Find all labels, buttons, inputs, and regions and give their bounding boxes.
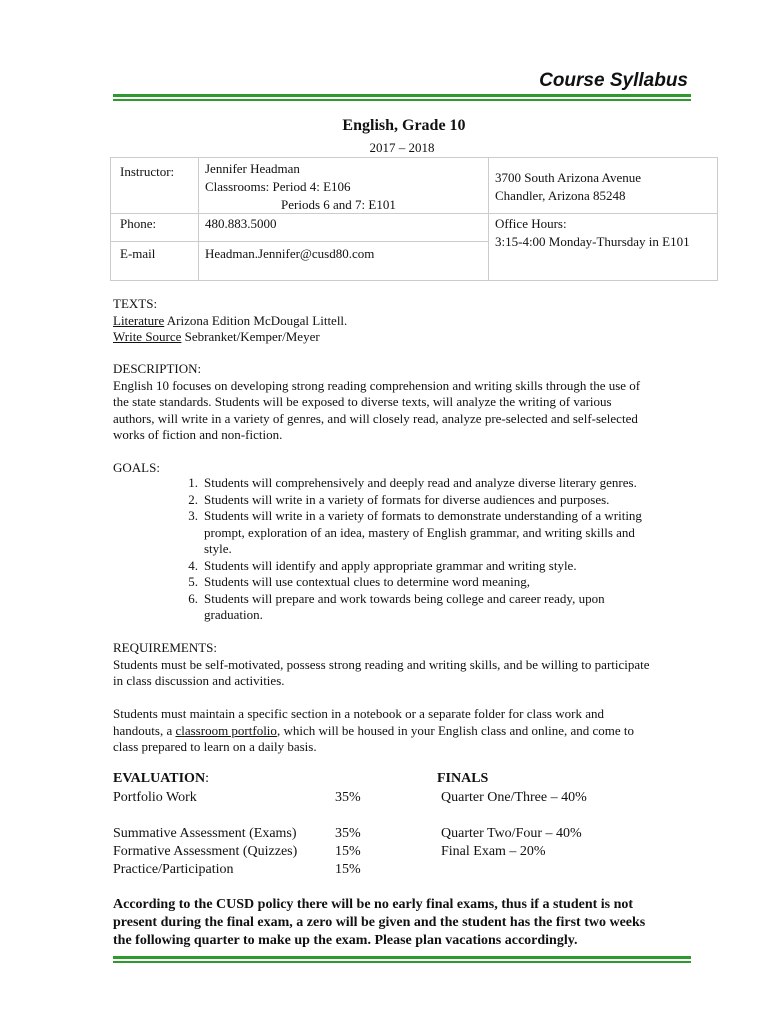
- goal-item: [180, 492, 680, 509]
- goal-text-line: Students will write in a variety of formats to demonstrate understanding of a writing: [204, 508, 642, 523]
- book2-details: Sebranket/Kemper/Meyer: [181, 329, 320, 344]
- requirements-line: class prepared to learn on a daily basis.: [113, 739, 317, 754]
- texts-heading: TEXTS:: [113, 296, 158, 311]
- policy-line: According to the CUSD policy there will be no early final exams, thus if a student is not: [113, 897, 634, 912]
- email-value: Headman.Jennifer@cusd80.com: [205, 246, 375, 261]
- classroom-portfolio-link: classroom portfolio: [175, 722, 277, 738]
- policy-line: the following quarter to make up the exam. Please plan vacations accordingly.: [113, 933, 578, 948]
- requirements-line: Students must maintain a specific section in a notebook or a separate folder for class work and: [113, 706, 604, 721]
- policy-line: present during the final exam, a zero will be given and the student has the first two weeks: [113, 915, 646, 930]
- eval-label-formative: Formative Assessment (Quizzes): [113, 844, 298, 859]
- phone-label: Phone:: [120, 216, 157, 231]
- description-heading: DESCRIPTION:: [113, 361, 202, 376]
- goal-number: 2.: [188, 491, 198, 507]
- eval-pct-practice: 15%: [335, 862, 361, 877]
- goal-item: [180, 508, 680, 558]
- eval-label-summative: Summative Assessment (Exams): [113, 826, 297, 841]
- finals-heading: FINALS: [437, 771, 489, 786]
- goal-text-line: graduation.: [204, 607, 263, 622]
- document-header-title: Course Syllabus: [539, 70, 688, 91]
- eval-label-portfolio: Portfolio Work: [113, 790, 197, 805]
- eval-pct-portfolio: 35%: [335, 790, 361, 805]
- final-exam-policy: [113, 896, 703, 950]
- goal-text-line: prompt, exploration of an idea, mastery of English grammar, and writing skills and: [204, 524, 635, 540]
- instructor-name: Jennifer Headman: [205, 161, 300, 176]
- eval-label-practice: Practice/Participation: [113, 862, 234, 877]
- texts-section: [113, 296, 693, 346]
- footer-rule: [113, 956, 691, 963]
- contact-info-table: [110, 157, 718, 281]
- address-line1: 3700 South Arizona Avenue: [495, 170, 641, 185]
- goal-text-line: Students will identify and apply appropriate grammar and writing style.: [204, 557, 577, 573]
- goal-number: 1.: [188, 475, 198, 490]
- phone-value: 480.883.5000: [205, 216, 277, 231]
- goals-heading: GOALS:: [113, 460, 160, 475]
- goal-text-line: Students will comprehensively and deeply read and analyze diverse literary genres.: [204, 475, 637, 490]
- description-line: works of fiction and non-fiction.: [113, 427, 283, 442]
- goal-number: 5.: [188, 574, 198, 589]
- finals-item: Quarter One/Three – 40%: [441, 790, 587, 805]
- eval-pct-formative: 15%: [335, 844, 361, 859]
- address-line2: Chandler, Arizona 85248: [495, 188, 626, 203]
- book2-title: Write Source: [113, 329, 182, 344]
- goal-number: 3.: [188, 508, 198, 523]
- goal-number: 4.: [188, 557, 198, 573]
- goal-text-line: Students will prepare and work towards being college and career ready, upon: [204, 590, 605, 606]
- requirements-text: , which will be housed in your English class and online, and come to: [276, 722, 635, 738]
- evaluation-heading: EVALUATION:: [113, 771, 209, 786]
- goals-list: [180, 475, 680, 624]
- description-section: [113, 361, 693, 444]
- goal-item: [180, 558, 680, 575]
- finals-item: Quarter Two/Four – 40%: [441, 826, 582, 841]
- requirements-line: Students must be self-motivated, possess strong reading and writing skills, and be willing to participate: [113, 656, 650, 672]
- requirements-section: [113, 640, 693, 756]
- classrooms-line2: Periods 6 and 7: E101: [281, 197, 396, 212]
- goal-text-line: style.: [204, 541, 232, 556]
- requirements-line: in class discussion and activities.: [113, 673, 285, 688]
- goal-item: [180, 574, 680, 591]
- office-hours-label: Office Hours:: [495, 216, 567, 231]
- goal-number: 6.: [188, 590, 198, 606]
- header-rule: [113, 94, 691, 101]
- course-title: English, Grade 10: [342, 117, 466, 134]
- goal-text-line: Students will use contextual clues to determine word meaning,: [204, 574, 531, 589]
- description-line: authors, will write in a variety of genres, and will closely read, analyze pre-selected and self-selected: [113, 410, 638, 426]
- book1-details: Arizona Edition McDougal Littell.: [164, 312, 348, 328]
- eval-pct-summative: 35%: [335, 826, 361, 841]
- goal-item: [180, 591, 680, 624]
- book1-title: Literature: [113, 312, 165, 328]
- description-line: English 10 focuses on developing strong reading comprehension and writing skills through the use of: [113, 377, 641, 393]
- course-year: 2017 – 2018: [369, 140, 435, 155]
- requirements-text: handouts, a: [113, 722, 176, 738]
- goal-text-line: Students will write in a variety of formats for diverse audiences and purposes.: [204, 491, 610, 507]
- classrooms-line1: Classrooms: Period 4: E106: [205, 179, 351, 194]
- goal-item: [180, 475, 680, 492]
- requirements-heading: REQUIREMENTS:: [113, 640, 217, 655]
- email-label: E-mail: [120, 246, 156, 261]
- office-hours-value: 3:15-4:00 Monday-Thursday in E101: [495, 234, 690, 249]
- finals-item: Final Exam – 20%: [441, 844, 546, 859]
- description-line: the state standards. Students will be exposed to diverse texts, will analyze the writing of various: [113, 394, 612, 409]
- instructor-label: Instructor:: [120, 164, 175, 179]
